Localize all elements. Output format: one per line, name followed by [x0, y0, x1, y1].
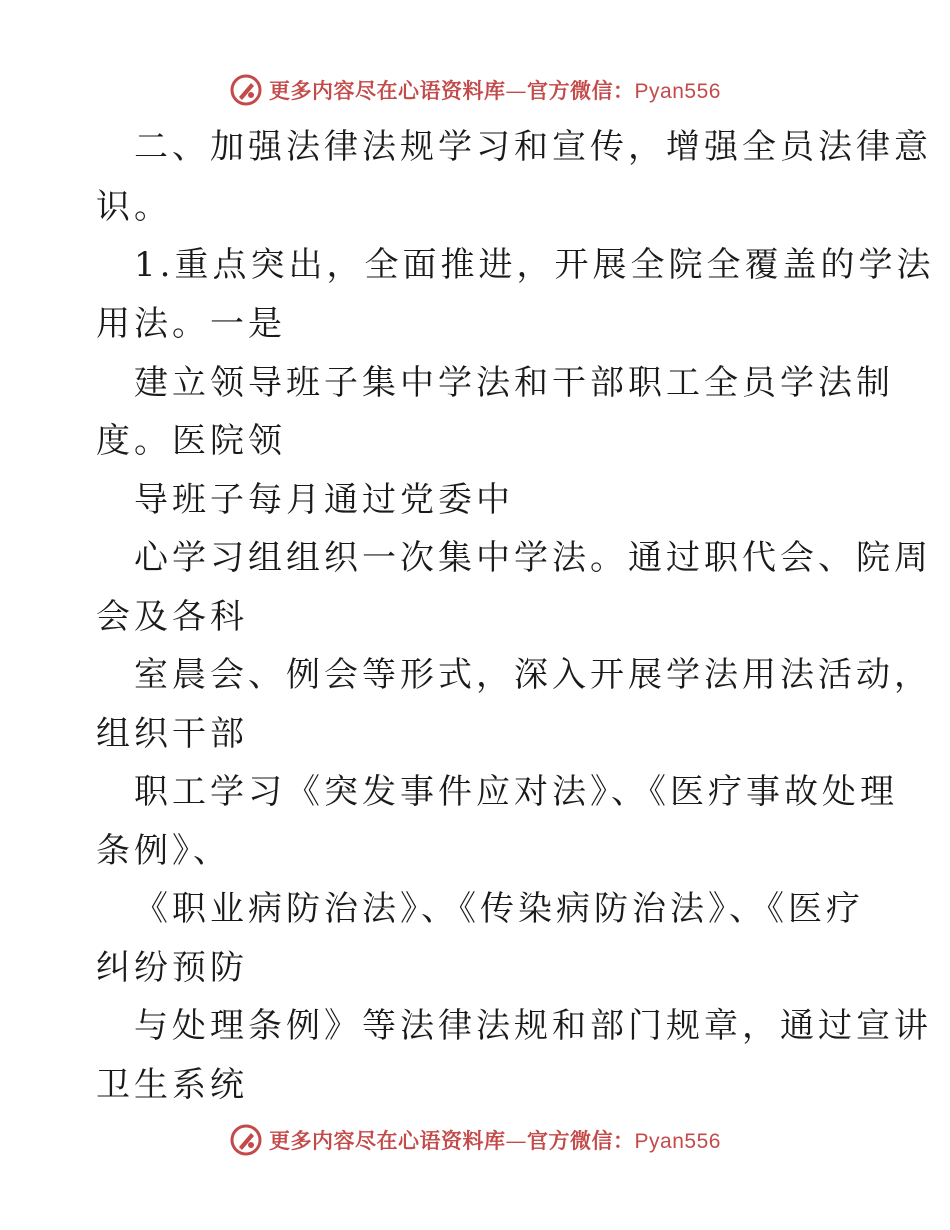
paragraph-line: 心学习组组织一次集中学法。通过职代会、院周 [134, 538, 932, 578]
footer-watermark-banner [0, 1120, 950, 1160]
paragraph-line: 识。 [96, 187, 172, 227]
watermark-wechat-id: Pyan556 [634, 80, 721, 103]
paragraph-line: 室晨会、例会等形式，深入开展学法用法活动， [134, 655, 932, 695]
watermark-site-name: 更多内容尽在心语资料库 [269, 1128, 506, 1153]
paragraph-line: 纠纷预防 [96, 948, 248, 988]
paragraph-line: 组织干部 [96, 714, 248, 754]
watermark-wechat-id: Pyan556 [634, 1130, 721, 1153]
pen-nib-icon [229, 1123, 263, 1157]
paragraph-line: 度。医院领 [96, 421, 286, 461]
paragraph-line: 导班子每月通过党委中 [134, 480, 514, 520]
watermark-site-name: 更多内容尽在心语资料库 [269, 78, 506, 103]
watermark-text [269, 1125, 721, 1155]
paragraph-line: 用法。一是 [96, 304, 286, 344]
paragraph-line: 卫生系统 [96, 1065, 248, 1105]
watermark-separator: — [505, 79, 528, 103]
watermark-wechat-label: 官方微信： [527, 78, 635, 103]
paragraph-line: 与处理条例》等法律法规和部门规章，通过宣讲 [134, 1006, 932, 1046]
paragraph-line: 二、加强法律法规学习和宣传，增强全员法律意 [134, 127, 932, 167]
paragraph-line: 建立领导班子集中学法和干部职工全员学法制 [134, 363, 894, 403]
paragraph-line: 《职业病防治法》、《传染病防治法》、《医疗 [134, 889, 864, 929]
paragraph-line: 职工学习《突发事件应对法》、《医疗事故处理 [134, 772, 898, 812]
watermark-wechat-label: 官方微信： [527, 1128, 635, 1153]
paragraph-line: 会及各科 [96, 597, 248, 637]
paragraph-line: 1.重点突出，全面推进，开展全院全覆盖的学法 [134, 245, 935, 285]
watermark-separator: — [505, 1129, 528, 1153]
paragraph-line: 条例》、 [96, 831, 231, 871]
